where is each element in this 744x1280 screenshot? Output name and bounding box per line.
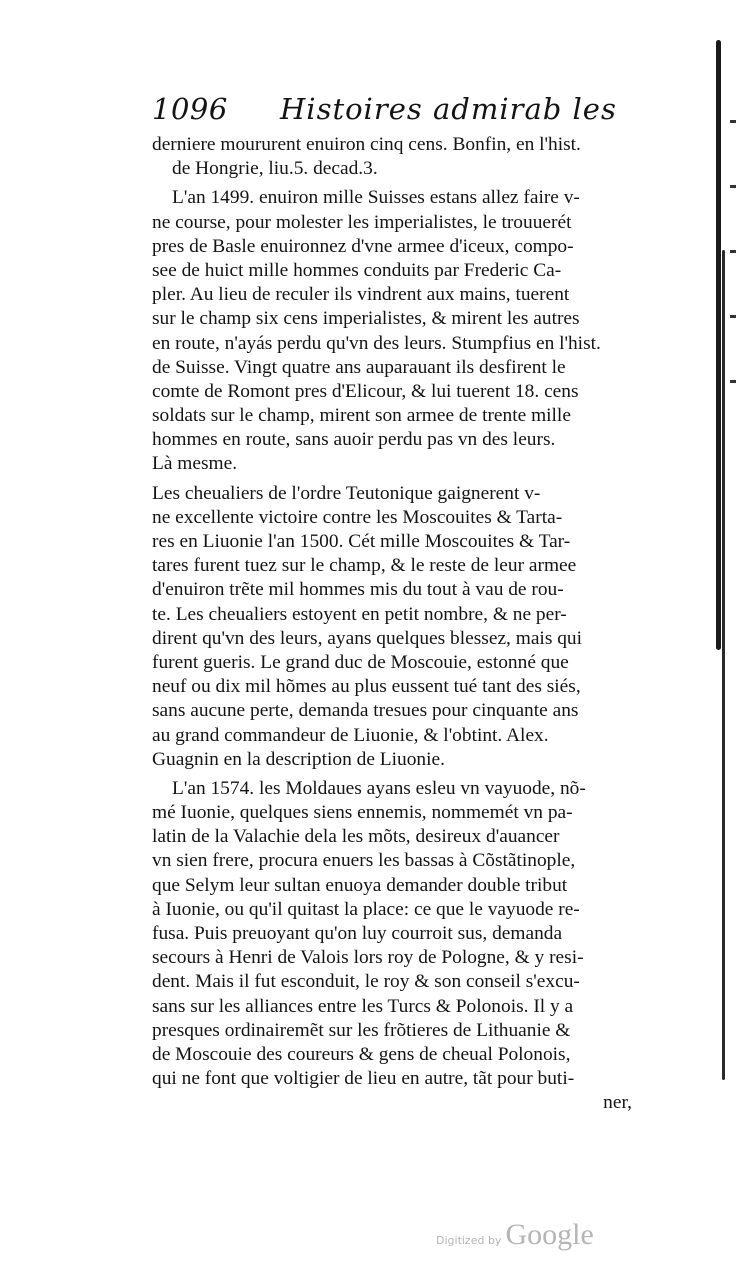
text-line: ne excellente victoire contre les Moscouites & Tarta- xyxy=(152,506,563,528)
text-line: en route, n'ayás perdu qu'vn des leurs. Stumpfius en l'hist. xyxy=(152,332,601,354)
text-line: que Selym leur sultan enuoya demander double tribut xyxy=(152,874,568,896)
text-line: latin de la Valachie dela les mõts, desireux d'auancer xyxy=(152,826,560,848)
text-line: presques ordinairemẽt sur les frõtieres de Lithuanie & xyxy=(152,1019,571,1041)
text-line: qui ne font que voltigier de lieu en autre, tãt pour buti- xyxy=(152,1068,575,1090)
text-line: fusa. Puis preuoyant qu'on luy courroit sus, demanda xyxy=(152,923,563,944)
text-line: Les cheualiers de l'ordre Teutonique gaignerent v- xyxy=(152,482,541,504)
text-line: dirent qu'vn des leurs, ayans quelques blessez, mais qui xyxy=(152,627,582,649)
google-watermark xyxy=(436,1218,616,1258)
text-line: Guagnin en la description de Liuonie. xyxy=(152,748,445,770)
text-line: see de huict mille hommes conduits par Frederic Ca- xyxy=(152,259,562,281)
text-line: L'an 1499. enuiron mille Suisses estans allez faire v- xyxy=(172,187,580,209)
text-line: soldats sur le champ, mirent son armee de trente mille xyxy=(152,405,571,427)
page-edge-shadow-lower xyxy=(722,250,725,1080)
google-logo: Google xyxy=(505,1218,594,1251)
text-line: mé Iuonie, quelques siens ennemis, nommemét vn pa- xyxy=(152,802,573,824)
page-header xyxy=(152,92,692,132)
text-line: à Iuonie, ou qu'il quitast la place: ce que le vayuode re- xyxy=(152,898,580,920)
text-line: furent gueris. Le grand duc de Moscouie, estonné que xyxy=(152,651,569,673)
text-line: sans aucune perte, demanda tresues pour cinquante ans xyxy=(152,700,579,722)
text-line: sans sur les alliances entre les Turcs & Polonois. Il y a xyxy=(152,995,574,1017)
text-line: de Moscouie des coureurs & gens de cheual Polonois, xyxy=(152,1043,571,1065)
text-line: de Suisse. Vingt quatre ans auparauant ils desfirent le xyxy=(152,356,566,378)
text-line: pres de Basle enuironnez d'vne armee d'iceux, compo- xyxy=(152,235,574,257)
text-line: derniere moururent enuiron cinq cens. Bonfin, en l'hist. xyxy=(152,134,581,155)
text-line: neuf ou dix mil hõmes au plus eussent tué tant des siés, xyxy=(152,676,581,698)
text-line: hommes en route, sans auoir perdu pas vn des leurs. xyxy=(152,429,556,451)
text-line: Là mesme. xyxy=(152,453,238,475)
page-edge-shadow xyxy=(716,40,721,650)
text-line: res en Liuonie l'an 1500. Cét mille Moscouites & Tar- xyxy=(152,531,571,552)
text-line: pler. Au lieu de reculer ils vindrent aux mains, tuerent xyxy=(152,284,570,306)
text-line: tares furent tuez sur le champ, & le reste de leur armee xyxy=(152,555,577,577)
text-line: vn sien frere, procura enuers les bassas à Cõstãtinople, xyxy=(152,850,576,872)
text-line: te. Les cheualiers estoyent en petit nombre, & ne per- xyxy=(152,603,567,625)
catchword: ner, xyxy=(603,1092,632,1114)
margin-marks xyxy=(730,120,740,445)
text-line: d'enuiron trẽte mil hommes mis du tout à vau de rou- xyxy=(152,579,564,601)
running-title: Histoires admirab les xyxy=(280,92,617,126)
body-text xyxy=(152,133,692,1116)
text-line: secours à Henri de Valois lors roy de Pologne, & y resi- xyxy=(152,947,584,969)
text-line: de Hongrie, liu.5. decad.3. xyxy=(172,158,378,180)
text-line: comte de Romont pres d'Elicour, & lui tuerent 18. cens xyxy=(152,380,579,402)
text-line: dent. Mais il fut esconduit, le roy & son conseil s'excu- xyxy=(152,971,580,993)
page-number: 1096 xyxy=(152,92,228,126)
text-line: au grand commandeur de Liuonie, & l'obtint. Alex. xyxy=(152,724,549,746)
text-line: sur le champ six cens imperialistes, & mirent les autres xyxy=(152,308,580,330)
text-line: L'an 1574. les Moldaues ayans esleu vn vayuode, nõ- xyxy=(172,777,586,799)
watermark-prefix: Digitized by xyxy=(436,1234,502,1247)
text-line: ne course, pour molester les imperialistes, le trouuerét xyxy=(152,211,572,233)
